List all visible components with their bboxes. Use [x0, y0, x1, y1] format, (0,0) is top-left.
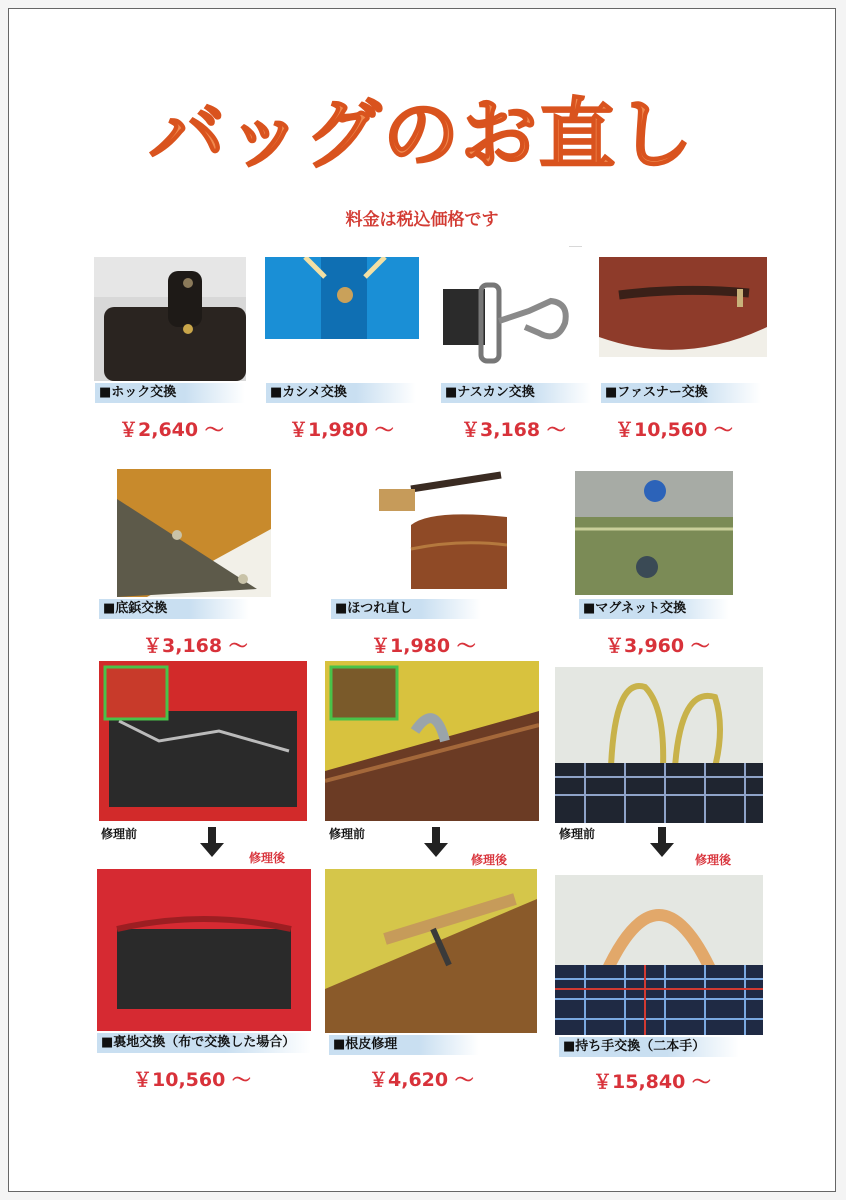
before-label: 修理前	[329, 827, 366, 841]
photo-clasp	[439, 271, 579, 367]
after-label: 修理後	[695, 853, 732, 867]
service-label: ■ホック交換	[95, 383, 245, 403]
photo-lining-before	[99, 661, 307, 821]
service-label: ■根皮修理	[329, 1035, 479, 1055]
photo-rivet	[265, 257, 419, 339]
service-price: ￥3,168 ～	[143, 635, 248, 657]
service-price: ￥1,980 ～	[289, 419, 394, 441]
photo-root-before	[325, 661, 539, 821]
service-label: ■カシメ交換	[266, 383, 416, 403]
service-price: ￥2,640 ～	[119, 419, 224, 441]
photo-handle-before	[555, 667, 763, 823]
service-label: ■持ち手交換（二本手）	[559, 1037, 739, 1057]
service-label: ■マグネット交換	[579, 599, 729, 619]
before-label: 修理前	[101, 827, 138, 841]
after-label: 修理後	[471, 853, 508, 867]
photo-hook	[94, 257, 246, 381]
service-price: ￥3,960 ～	[605, 635, 710, 657]
service-label: ■ナスカン交換	[441, 383, 591, 403]
service-label: ■ファスナー交換	[601, 383, 761, 403]
service-price: ￥10,560 ～	[133, 1069, 251, 1091]
flyer-page	[8, 8, 836, 1192]
service-price: ￥15,840 ～	[593, 1071, 711, 1093]
photo-handle-after	[555, 875, 763, 1035]
photo-zipper	[599, 257, 767, 357]
service-price: ￥3,168 ～	[461, 419, 566, 441]
photo-magnet	[575, 471, 733, 595]
bleed-through-mark: ―	[569, 239, 582, 254]
after-label: 修理後	[249, 851, 286, 865]
service-label: ■底鋲交換	[99, 599, 249, 619]
service-price: ￥4,620 ～	[369, 1069, 474, 1091]
before-label: 修理前	[559, 827, 596, 841]
photo-root-after	[325, 869, 537, 1033]
page-subtitle: 料金は税込価格です	[345, 210, 499, 230]
page-title: バッグのお直し	[149, 90, 695, 179]
service-label: ■裏地交換（布で交換した場合）	[97, 1033, 311, 1053]
service-price: ￥10,560 ～	[615, 419, 733, 441]
service-price: ￥1,980 ～	[371, 635, 476, 657]
photo-lining-after	[97, 869, 311, 1031]
photo-bottom-stud	[117, 469, 271, 597]
photo-fray-repair	[371, 469, 507, 597]
service-label: ■ほつれ直し	[331, 599, 481, 619]
